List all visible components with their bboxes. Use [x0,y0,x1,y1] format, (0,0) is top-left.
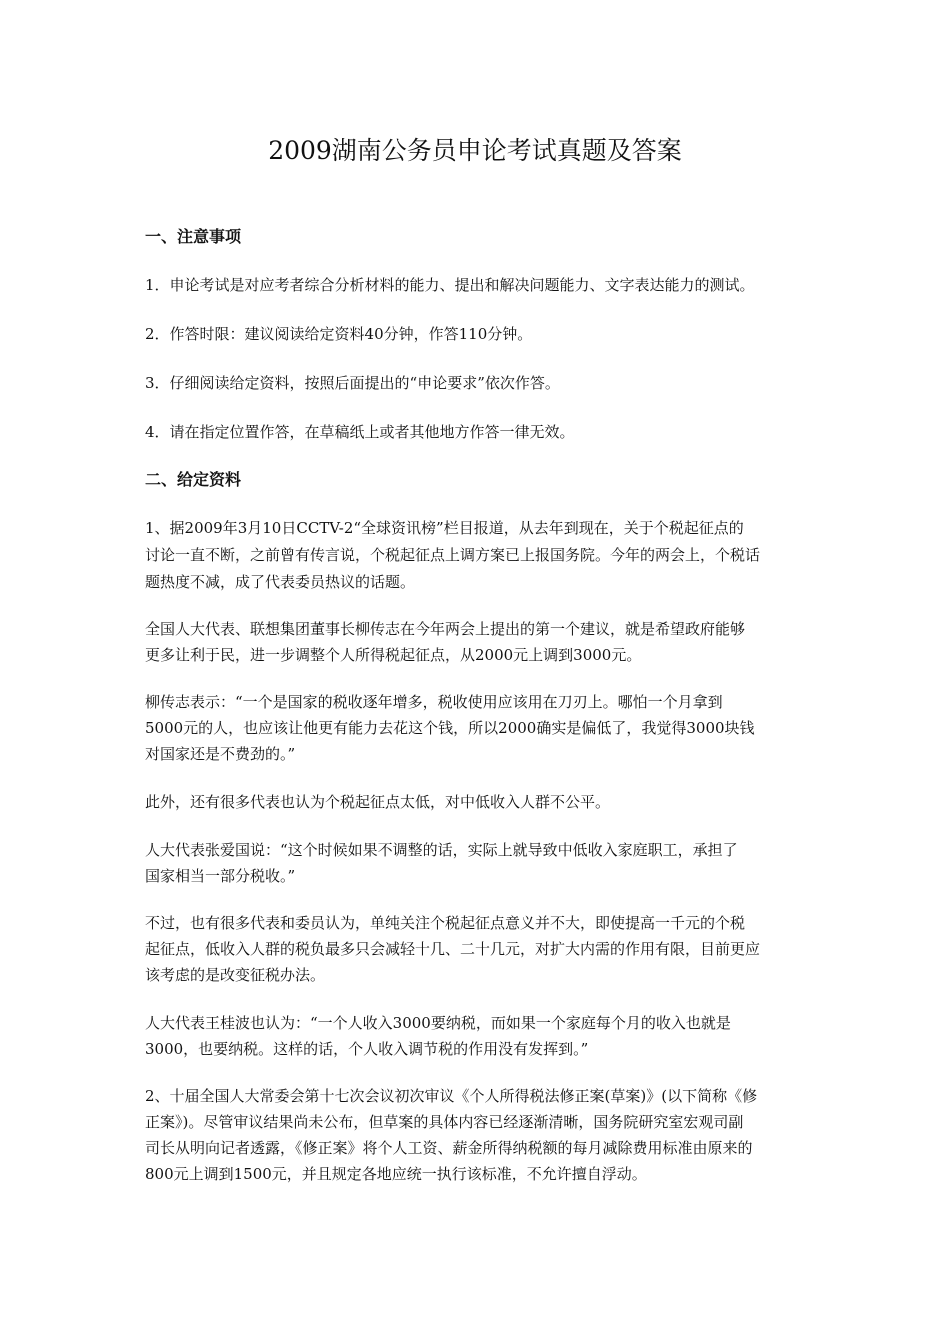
section-heading-notes: 一、注意事项 [145,227,242,246]
paragraph-line: 1、据2009年3月10日CCTV-2“全球资讯榜”栏目报道，从去年到现在，关于个税起征点的 [145,519,744,537]
paragraph-line: 2、十届全国人大常委会第十七次会议初次审议《个人所得税法修正案(草案)》(以下简称《修 [145,1087,758,1105]
note-item-4: 4．请在指定位置作答，在草稿纸上或者其他地方作答一律无效。 [145,423,575,441]
paragraph-line: 人大代表王桂波也认为：“一个人收入3000要纳税，而如果一个家庭每个月的收入也就是 [145,1014,731,1032]
section-heading-materials: 二、给定资料 [145,470,242,489]
paragraph-line: 全国人大代表、联想集团董事长柳传志在今年两会上提出的第一个建议，就是希望政府能够 [145,620,746,638]
paragraph-line: 国家相当一部分税收。” [145,867,296,885]
paragraph-line: 此外，还有很多代表也认为个税起征点太低，对中低收入人群不公平。 [145,793,611,811]
paragraph-line: 更多让利于民，进一步调整个人所得税起征点，从2000元上调到3000元。 [145,646,642,664]
paragraph-line: 柳传志表示：“一个是国家的税收逐年增多，税收使用应该用在刀刃上。哪怕一个月拿到 [145,693,723,711]
paragraph-line: 司长从明向记者透露，《修正案》将个人工资、薪金所得纳税额的每月减除费用标准由原来的 [145,1139,753,1157]
paragraph-line: 5000元的人，也应该让他更有能力去花这个钱，所以2000确实是偏低了，我觉得3000块钱 [145,719,755,737]
paragraph-line: 起征点，低收入人群的税负最多只会减轻十几、二十几元，对扩大内需的作用有限，目前更应 [145,940,761,958]
paragraph-line: 正案》)。尽管审议结果尚未公布，但草案的具体内容已经逐渐清晰，国务院研究室宏观司副 [145,1113,744,1131]
paragraph-line: 不过，也有很多代表和委员认为，单纯关注个税起征点意义并不大，即使提高一千元的个税 [145,914,746,932]
note-item-2: 2．作答时限：建议阅读给定资料40分钟，作答110分钟。 [145,325,533,343]
note-item-1: 1．申论考试是对应考者综合分析材料的能力、提出和解决问题能力、文字表达能力的测试。 [145,276,755,294]
paragraph-line: 该考虑的是改变征税办法。 [145,966,326,984]
paragraph-line: 人大代表张爱国说：“这个时候如果不调整的话，实际上就导致中低收入家庭职工，承担了 [145,841,738,859]
document-title: 2009湖南公务员申论考试真题及答案 [268,136,682,165]
paragraph-line: 3000，也要纳税。这样的话，个人收入调节税的作用没有发挥到。” [145,1040,589,1058]
paragraph-line: 讨论一直不断，之前曾有传言说，个税起征点上调方案已上报国务院。今年的两会上，个税话 [145,546,761,564]
paragraph-line: 800元上调到1500元，并且规定各地应统一执行该标准，不允许擅自浮动。 [145,1165,647,1183]
paragraph-line: 题热度不减，成了代表委员热议的话题。 [145,573,416,591]
paragraph-line: 对国家还是不费劲的。” [145,745,296,763]
note-item-3: 3．仔细阅读给定资料，按照后面提出的“申论要求”依次作答。 [145,374,560,392]
